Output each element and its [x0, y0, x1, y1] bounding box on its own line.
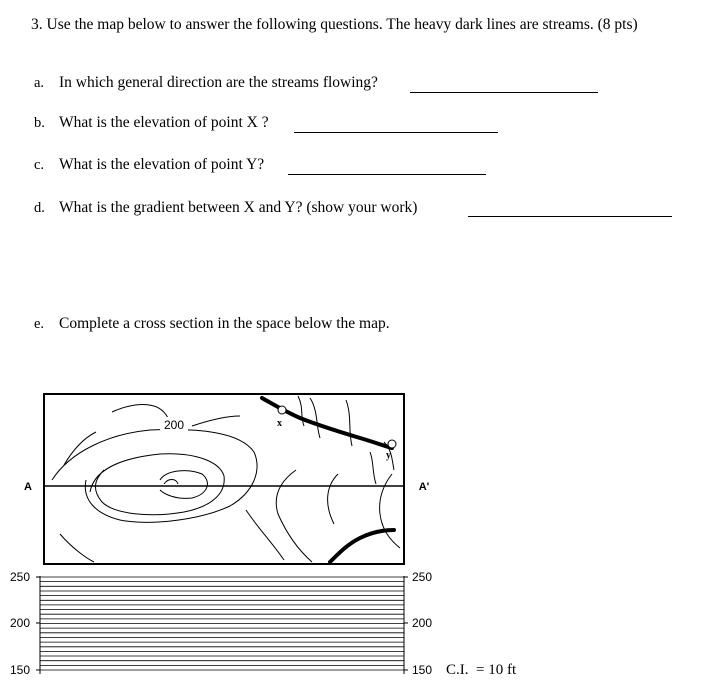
question-e-letter: e.: [34, 316, 45, 332]
point-y-marker: [388, 440, 396, 448]
contour-line: [164, 480, 178, 485]
elev-label-right-150: 150: [412, 663, 433, 677]
elev-label-left-150: 150: [10, 663, 31, 677]
elev-label-right-250: 250: [412, 570, 433, 584]
contour-label-200: 200: [163, 418, 185, 432]
point-x-label: x: [277, 418, 282, 429]
contour-line: [160, 471, 207, 499]
elev-label-right-200: 200: [412, 616, 433, 630]
question-b-letter: b.: [34, 115, 45, 131]
contour-line: [90, 454, 224, 515]
profile-grid-lines: [40, 577, 404, 670]
profile-grid: [36, 576, 408, 674]
point-y-label: y: [386, 450, 391, 461]
question-d-text: What is the gradient between X and Y? (show your work): [59, 199, 418, 216]
contour-line: [64, 432, 96, 465]
elev-label-left-200: 200: [10, 616, 31, 630]
question-a-text: In which general direction are the streams flowing?: [59, 74, 378, 91]
contour-line: [192, 416, 240, 426]
elev-label-left-250: 250: [10, 570, 31, 584]
answer-line-a[interactable]: [410, 92, 598, 93]
contour-line: [328, 474, 338, 524]
section-label-a-prime: A': [418, 481, 430, 493]
question-b-text: What is the elevation of point X ?: [59, 114, 269, 131]
answer-line-d[interactable]: [468, 216, 672, 217]
question-d-letter: d.: [34, 200, 45, 216]
question-e-text: Complete a cross section in the space below the map.: [59, 315, 390, 332]
contour-line: [380, 474, 400, 548]
topographic-map-figure: [0, 380, 723, 686]
contour-line: [246, 510, 284, 560]
contour-line: [276, 470, 312, 562]
question-c-letter: c.: [34, 157, 45, 173]
contour-line: [346, 400, 352, 446]
point-x-marker: [278, 406, 286, 414]
question-c-text: What is the elevation of point Y?: [59, 156, 265, 173]
contour-line: [310, 398, 320, 438]
question-header: 3. Use the map below to answer the following questions. The heavy dark lines are streams. (8 pts): [31, 16, 638, 33]
contour-line: [112, 405, 168, 419]
contour-interval-note: C.I. = 10 ft: [446, 662, 517, 678]
answer-line-c[interactable]: [288, 174, 486, 175]
contour-lines: [52, 396, 400, 562]
section-label-a: A: [24, 481, 32, 493]
contour-line: [60, 534, 94, 562]
question-a-letter: a.: [34, 75, 45, 91]
contour-line: [298, 396, 304, 426]
answer-line-b[interactable]: [294, 132, 498, 133]
contour-line: [52, 430, 257, 523]
contour-line: [370, 452, 376, 484]
stream-lower: [330, 530, 394, 562]
